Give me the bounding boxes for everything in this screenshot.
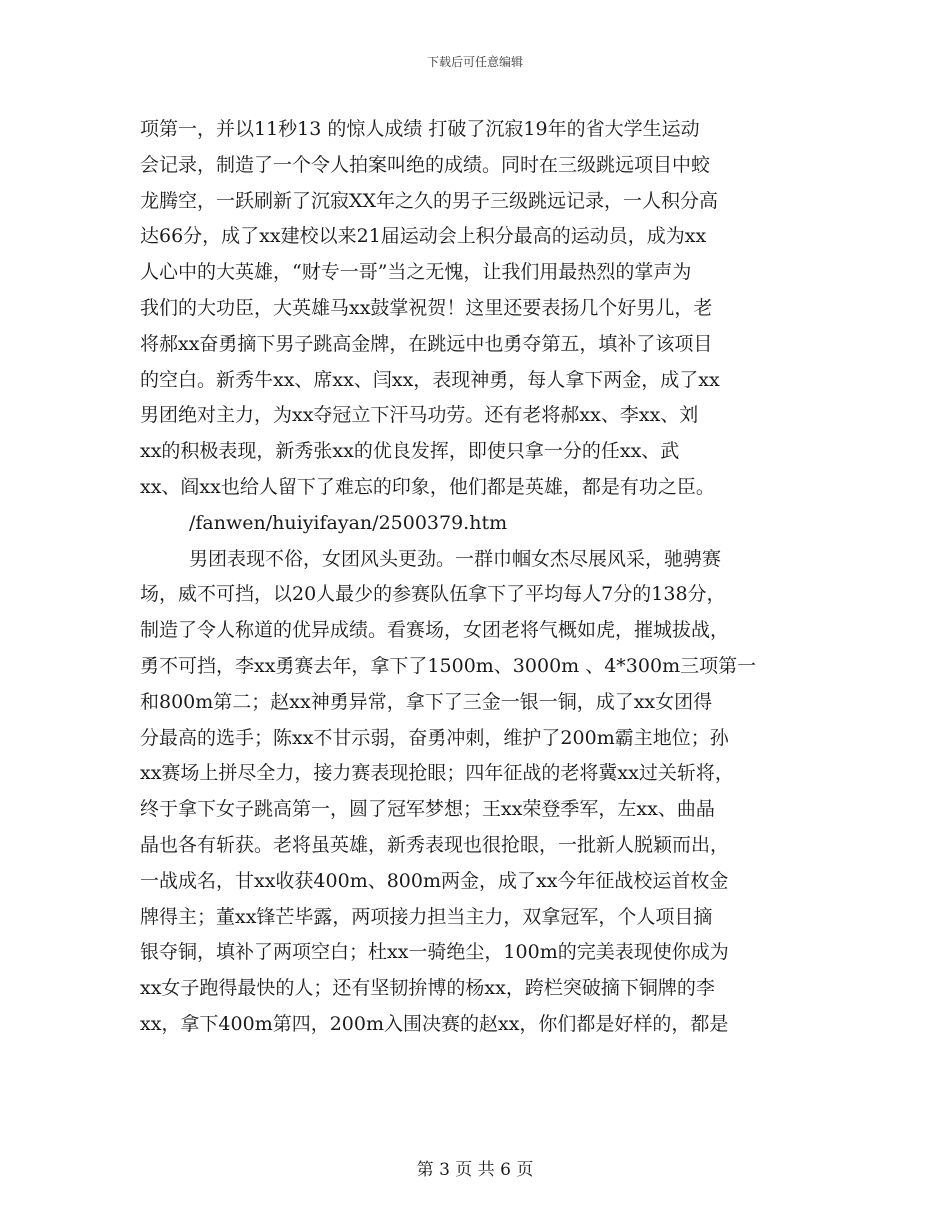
url-line: /fanwen/huiyifayan/2500379.htm xyxy=(189,511,508,534)
text-line: 男团表现不俗，女团风头更劲。一群巾帼女杰尽展风采，驰骋赛 xyxy=(189,547,722,570)
page-number-footer: 第 3 页 共 6 页 xyxy=(416,1160,534,1180)
text-line: 的空白。新秀牛xx、席xx、闫xx，表现神勇，每人拿下两金，成了xx xyxy=(140,368,720,391)
text-line: 终于拿下女子跳高第一，圆了冠军梦想；王xx荣登季军，左xx、曲晶 xyxy=(140,798,715,821)
text-line: 场，威不可挡，以20人最少的参赛队伍拿下了平均每人7分的138分， xyxy=(140,583,726,606)
text-line: 晶也各有斩获。老将虽英雄，新秀表现也很抢眼，一批新人脱颖而出， xyxy=(140,833,730,856)
text-line: 达66分，成了xx建校以来21届运动会上积分最高的运动员，成为xx xyxy=(140,225,707,248)
text-line: 我们的大功臣，大英雄马xx鼓掌祝贺！这里还要表扬几个好男儿，老 xyxy=(140,296,713,319)
text-line: 勇不可挡，李xx勇赛去年，拿下了1500m、3000m 、4*300m三项第一 xyxy=(140,654,757,677)
text-line: 制造了令人称道的优异成绩。看赛场，女团老将气概如虎，摧城拔战， xyxy=(140,619,730,642)
text-line: 和800m第二；赵xx神勇异常，拿下了三金一银一铜，成了xx女团得 xyxy=(140,690,713,713)
text-line: xx赛场上拼尽全力，接力赛表现抢眼；四年征战的老将冀xx过关斩将， xyxy=(140,762,734,785)
text-line: 会记录，制造了一个令人拍案叫绝的成绩。同时在三级跳远项目中蛟 xyxy=(140,153,711,176)
text-line: xx女子跑得最快的人；还有坚韧拚博的杨xx，跨栏突破摘下铜牌的李 xyxy=(140,977,715,1000)
text-line: xx的积极表现，新秀张xx的优良发挥，即使只拿一分的任xx、武 xyxy=(140,440,680,463)
text-line: 龙腾空，一跃刷新了沉寂XX年之久的男子三级跳远记录，一人积分高 xyxy=(140,189,719,212)
text-line: 银夺铜，填补了两项空白；杜xx一骑绝尘，100m的完美表现使你成为 xyxy=(140,941,729,964)
text-line: 一战成名，甘xx收获400m、800m两金，成了xx今年征战校运首枚金 xyxy=(140,869,729,892)
page-header-note: 下载后可任意编辑 xyxy=(426,55,523,69)
text-line: 将郝xx奋勇摘下男子跳高金牌，在跳远中也勇夺第五，填补了该项目 xyxy=(140,332,713,355)
text-line: xx、阎xx也给人留下了难忘的印象，他们都是英雄，都是有功之臣。 xyxy=(140,475,715,498)
text-line: 牌得主；董xx锋芒毕露，两项接力担当主力，双拿冠军，个人项目摘 xyxy=(140,905,713,928)
text-line: 人心中的大英雄，“财专一哥”当之无愧，让我们用最热烈的掌声为 xyxy=(140,261,692,284)
text-line: 项第一，并以11秒13 的惊人成绩 打破了沉寂19年的省大学生运动 xyxy=(140,118,700,140)
text-line: xx，拿下400m第四，200m入围决赛的赵xx，你们都是好样的，都是 xyxy=(140,1012,729,1035)
text-line: 男团绝对主力，为xx夺冠立下汗马功劳。还有老将郝xx、李xx、刘 xyxy=(140,404,699,427)
document-body xyxy=(140,112,820,1043)
text-line: 分最高的选手；陈xx不甘示弱，奋勇冲刺，维护了200m霸主地位；孙 xyxy=(140,726,729,749)
